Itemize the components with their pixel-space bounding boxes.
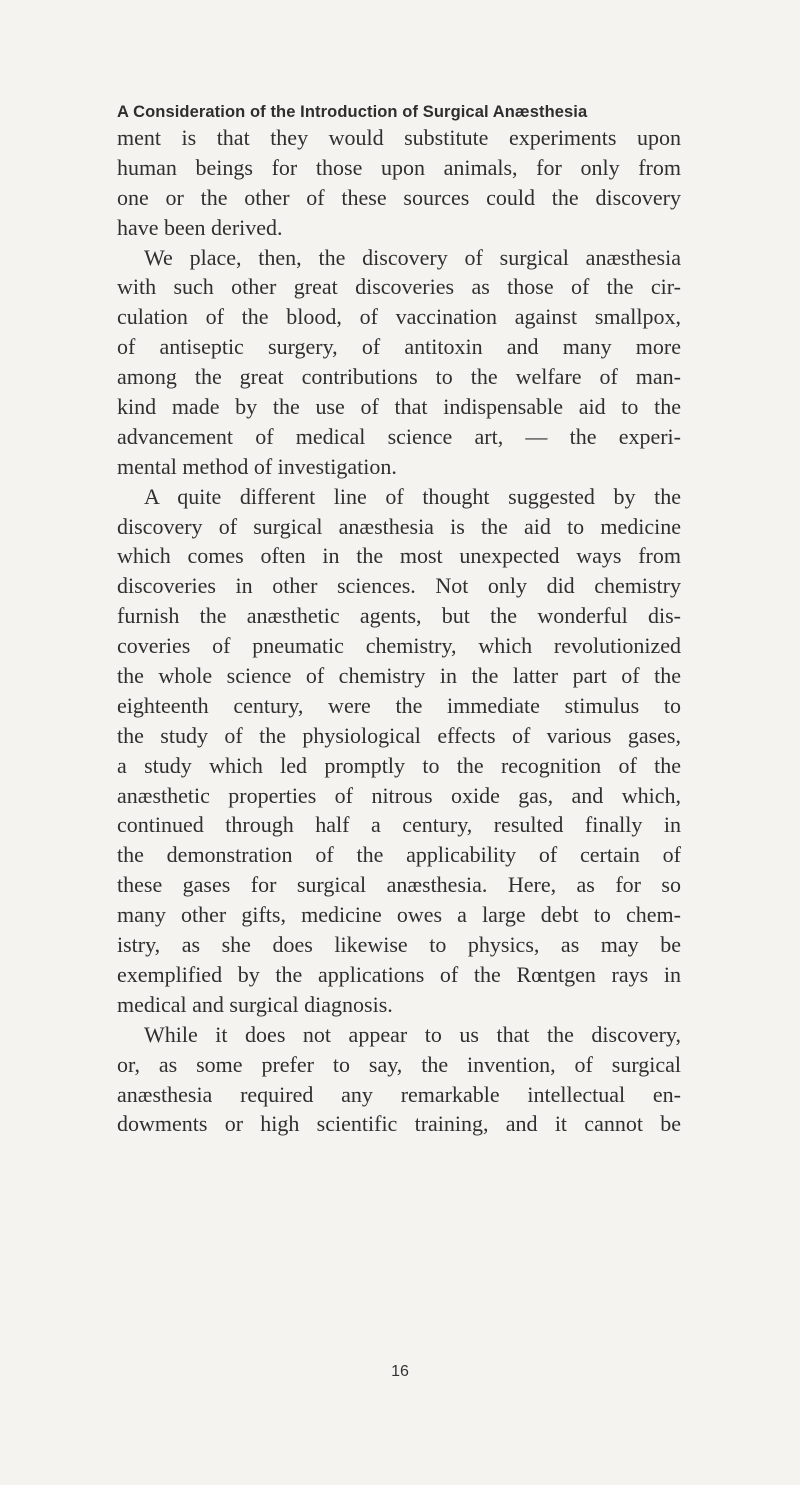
text-line: anæsthesia required any remarkable intellectual en- [117,1081,681,1107]
text-line: the whole science of chemistry in the latter part of the [117,663,681,689]
text-line: exemplified by the applications of the Rœntgen rays in [117,961,681,987]
text-line: or, as some prefer to say, the invention, of surgical [117,1051,681,1077]
text-line: A quite different line of thought suggested by the [144,483,681,509]
text-line: medical and surgical diagnosis. [117,991,393,1017]
text-line: these gases for surgical anæsthesia. Here, as for so [117,872,681,898]
text-line: culation of the blood, of vaccination against smallpox, [117,304,681,330]
text-line: the study of the physiological effects of various gases, [117,722,681,748]
text-line: While it does not appear to us that the discovery, [144,1021,681,1047]
text-line: istry, as she does likewise to physics, as may be [117,932,681,958]
text-line: have been derived. [117,214,283,240]
text-line: coveries of pneumatic chemistry, which revolutionized [117,633,681,659]
text-line: which comes often in the most unexpected ways from [117,543,681,569]
text-line: advancement of medical science art, — the experi- [117,423,681,449]
text-line: one or the other of these sources could the discovery [117,184,681,210]
text-line: with such other great discoveries as those of the cir- [117,274,681,300]
text-line: mental method of investigation. [117,453,397,479]
text-line: eighteenth century, were the immediate stimulus to [117,692,681,718]
text-line: anæsthetic properties of nitrous oxide gas, and which, [117,782,681,808]
text-line: furnish the anæsthetic agents, but the wonderful dis- [117,603,681,629]
body-text [117,123,681,1139]
text-line: dowments or high scientific training, and it cannot be [117,1111,681,1137]
text-line: kind made by the use of that indispensable aid to the [117,394,681,420]
text-line: of antiseptic surgery, of antitoxin and many more [117,334,681,360]
text-line: ment is that they would substitute experiments upon [117,125,681,150]
text-line: many other gifts, medicine owes a large debt to chem- [117,902,681,928]
text-line: a study which led promptly to the recognition of the [117,752,681,778]
text-line: discovery of surgical anæsthesia is the aid to medicine [117,513,681,539]
text-line: the demonstration of the applicability of certain of [117,842,681,868]
text-line: discoveries in other sciences. Not only did chemistry [117,573,681,599]
page-number: 16 [391,1363,409,1380]
text-line: We place, then, the discovery of surgical anæsthesia [144,244,681,270]
text-line: continued through half a century, resulted finally in [117,812,681,838]
running-head: A Consideration of the Introduction of Surgical Anæsthesia [117,103,588,121]
text-line: among the great contributions to the welfare of man- [117,364,681,390]
text-line: human beings for those upon animals, for only from [117,154,681,180]
